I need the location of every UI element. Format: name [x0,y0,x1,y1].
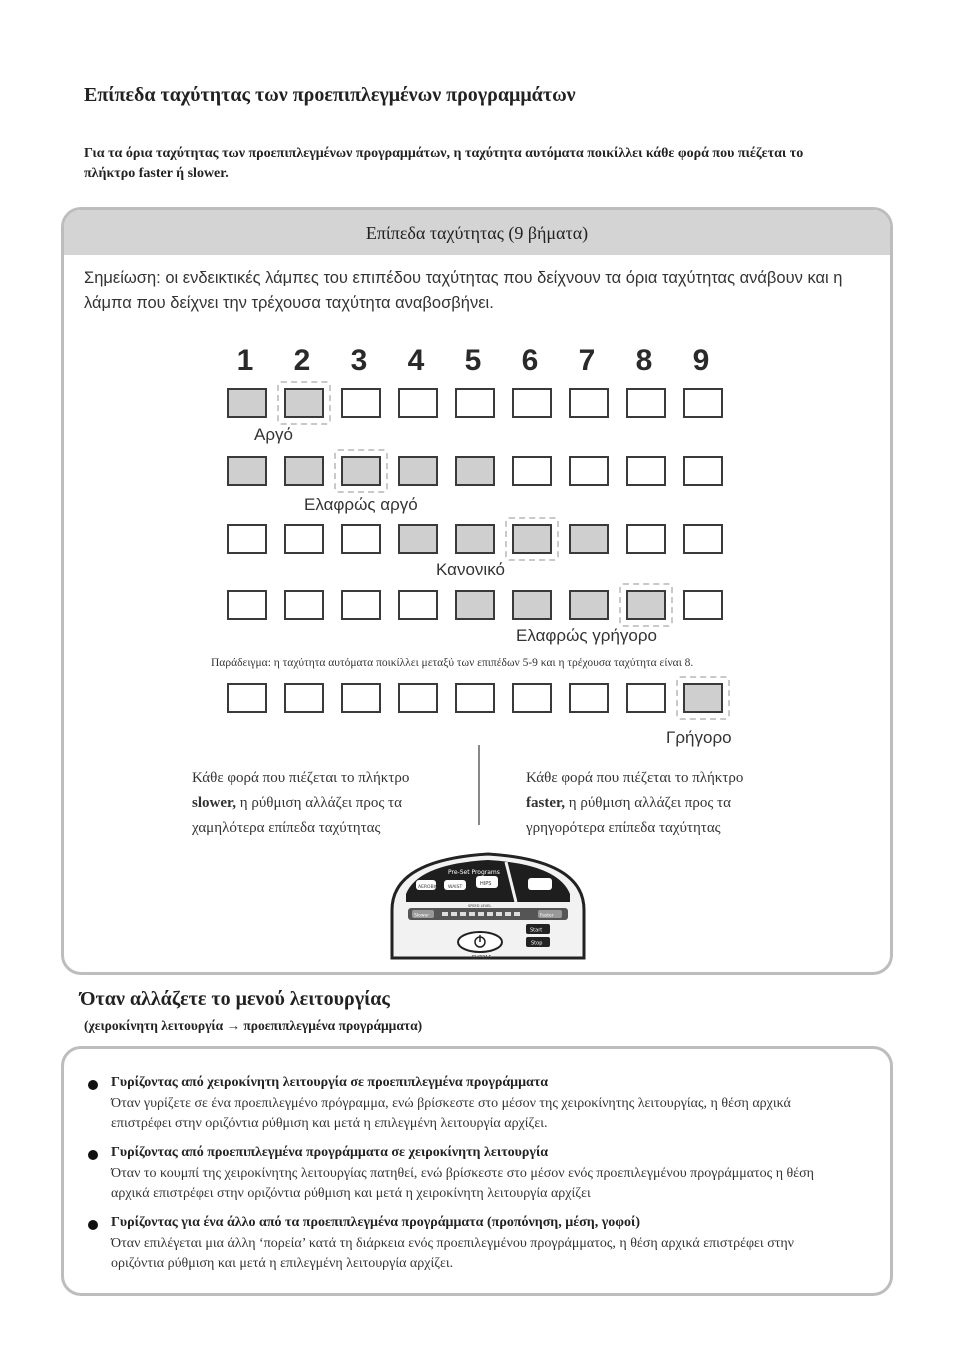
speed-lamp [227,524,267,554]
item-title: Γυρίζοντας από προεπιπλεγμένα προγράμματα σε χειροκίνητη λειτουργία [111,1145,549,1160]
level-label: Αργό [254,425,293,444]
faster-line-2: η ρύθμιση αλλάζει προς τα [565,795,731,811]
console-waist-label: WAIST [448,885,463,890]
speed-lamp [398,388,438,418]
speed-lamp [341,524,381,554]
level-label: Γρήγορο [666,728,732,747]
level-number: 5 [464,344,482,377]
speed-lamp [512,524,552,554]
level-number: 1 [236,344,254,377]
console-aerobic-label: AEROBIC [418,885,439,890]
bullet-icon [88,1080,98,1090]
level-number: 2 [293,344,311,377]
intro-text: Για τα όρια ταχύτητας των προεπιπλεγμένων προγραμμάτων, η ταχύτητα αυτόματα ποικίλλει κάθε φορά που πιέζεται το πλήκτρο faster ή slower. [84,146,804,181]
speed-lamp [512,683,552,713]
speed-lamp [569,388,609,418]
item-title: Γυρίζοντας από χειροκίνητη λειτουργία σε προεπιπλεγμένα προγράμματα [111,1075,549,1090]
speed-lamp [683,683,723,713]
speed-lamp [398,683,438,713]
speed-lamp [626,683,666,713]
speed-lamp [626,388,666,418]
console-faster-label: Faster [540,913,554,919]
speed-lamp [284,388,324,418]
console-stop-label: Stop [531,940,543,947]
speed-lamp [227,590,267,620]
speed-lamp [683,524,723,554]
level-label: Κανονικό [436,560,505,579]
level-number: 9 [692,344,710,377]
panel-note: Σημείωση: οι ενδεικτικές λάμπες του επιπέδου ταχύτητας που δείχνουν τα όρια ταχύτητας ανάβουν και η λάμπα που δείχνει την τρέχουσα ταχύτητα αναβοσβήνει. [84,269,843,312]
panel-heading: Επίπεδα ταχύτητας (9 βήματα) [64,210,890,255]
console-program-label: Pre-Set Programs [448,869,500,876]
level-number: 6 [521,344,539,377]
speed-lamp [455,456,495,486]
speed-lamp [341,456,381,486]
console-hips-label: HIPS [480,881,492,887]
level-number: 4 [407,344,425,377]
speed-lamp [569,590,609,620]
faster-line-3: γρηγορότερα επίπεδα ταχύτητας [526,820,721,836]
mode-change-panel [61,1046,893,1296]
speed-lamp [626,456,666,486]
slower-line-1: Κάθε φορά που πιέζεται το πλήκτρο [192,770,410,786]
speed-lamp [341,388,381,418]
item-title: Γυρίζοντας για ένα άλλο από τα προεπιπλεγμένα προγράμματα (προπόνηση, μέση, γοφοί) [111,1215,641,1230]
speed-lamp [455,683,495,713]
slower-line-2: η ρύθμιση αλλάζει προς τα [236,795,402,811]
page-title: Επίπεδα ταχύτητας των προεπιπλεγμένων προγραμμάτων [84,84,576,106]
speed-lamp [569,683,609,713]
faster-explanation [526,766,743,841]
faster-line-1: Κάθε φορά που πιέζεται το πλήκτρο [526,770,744,786]
item-description: Όταν επιλέγεται μια άλλη ‘πορεία’ κατά τη διάρκεια ενός προεπιλεγμένου προγράμματος, η θέση αρχικά επιστρέφει στην οριζόντια ρύθμιση και μετά η επιλεγμένη λειτουργία αρχίζει. [111,1236,795,1271]
faster-key: faster, [526,795,566,811]
slower-key: slower, [192,795,237,811]
speed-lamp [284,456,324,486]
speed-lamp [683,590,723,620]
speed-lamp [341,683,381,713]
section2-subheading: (χειροκίνητη λειτουργία → προεπιπλεγμένα προγράμματα) [84,1018,423,1033]
control-console-illustration [388,850,588,962]
slower-explanation [192,766,409,841]
level-number: 3 [350,344,368,377]
speed-lamp [227,388,267,418]
bullet-icon [88,1150,98,1160]
item-description: Όταν το κουμπί της χειροκίνητης λειτουργίας πατηθεί, ενώ βρίσκεστε στο μέσον ενός προεπιλεγμένου προγράμματος η θέση αρχικά επιστρέφει στην οριζόντια ρύθμιση και μετά η χειροκίνητη λειτουργία αρχίζει [111,1166,815,1201]
speed-lamp [227,683,267,713]
console-slower-label: Slower [414,913,430,919]
example-text: Παράδειγμα: η ταχύτητα αυτόματα ποικίλλει μεταξύ των επιπέδων 5-9 και η τρέχουσα ταχύτητα είναι 8. [211,657,694,669]
speed-lamp [398,456,438,486]
section2-heading: Όταν αλλάζετε το μενού λειτουργίας [80,988,390,1010]
speed-lamp [398,524,438,554]
slower-line-3: χαμηλότερα επίπεδα ταχύτητας [192,820,381,836]
speed-lamp [455,524,495,554]
level-number: 7 [578,344,596,377]
level-number: 8 [635,344,653,377]
speed-lamp [626,590,666,620]
speed-lamp [512,388,552,418]
speed-levels-panel [61,207,893,975]
speed-lamp [455,388,495,418]
speed-lamp [284,683,324,713]
level-label: Ελαφρώς αργό [304,495,418,514]
speed-lamp [284,524,324,554]
speed-lamp [341,590,381,620]
speed-lamp [683,388,723,418]
speed-lamp [398,590,438,620]
speed-lamp [227,456,267,486]
speed-lamp [284,590,324,620]
console-start-label: Start [530,927,543,934]
speed-lamp [512,456,552,486]
speed-lamp [512,590,552,620]
speed-lamp [683,456,723,486]
speed-lamp [569,524,609,554]
speed-lamp [455,590,495,620]
speed-lamp [626,524,666,554]
explanation-divider [478,745,480,825]
console-model-label: EU7215 [472,955,492,961]
console-speed-label: SPEED LEVEL [468,904,492,908]
item-description: Όταν γυρίζετε σε ένα προεπιλεγμένο πρόγραμμα, ενώ βρίσκεστε στο μέσον της χειροκίνητης λειτουργίας, η θέση αρχικά επιστρέφει στην οριζόντια ρύθμιση και μετά η επιλεγμένη λειτουργία αρχίζει. [111,1096,791,1131]
level-label: Ελαφρώς γρήγορο [516,626,657,645]
speed-lamp [569,456,609,486]
bullet-icon [88,1220,98,1230]
